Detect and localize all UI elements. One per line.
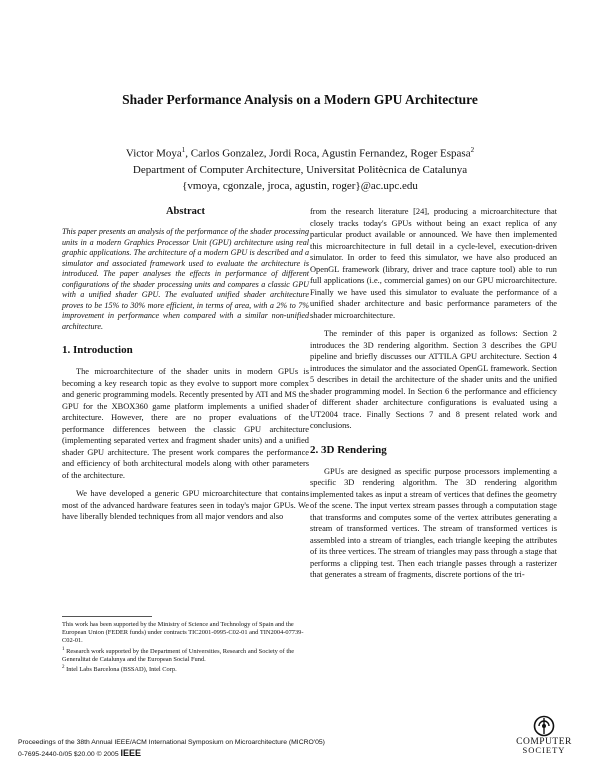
footnote-2-text: Intel Labs Barcelona (BSSAD), Intel Corp. [64, 666, 177, 674]
author-rest-sup: 2 [470, 146, 475, 154]
section-heading-3d-rendering: 2. 3D Rendering [310, 443, 387, 456]
abstract-text: This paper presents an analysis of the performance of the shader processing units in a modern Graphics Processor Unit (GPU) architecture using real graphic applications. The architecture of a modern GPU is described and a simulator and associated framework used to evaluate the architecture is introduced. The paper analyses the effects in performance of different configurations of the shader processing units and compares a classic GPU with a unified shader GPU. The evaluated unified shader architecture proves to be 15% to 30% more efficient, in terms of area, with a 2% to 7% improvement in performance when compared with a similar non-unified architecture. [62, 227, 309, 331]
organization-paragraph: The reminder of this paper is organized as follows: Section 2 introduces the 3D rendering algorithm. Section 3 describes the GPU pipeline and briefly discusses our ATTILA GPU architecture. Section 4 introduces the simulator and the associated OpenGL framework. Section 5 describes in detail the architecture of the shader units and the unified shader programming model. In Section 6 the performance and efficiency of different shader architecture configurations is evaluated using a UT2004 trace. Finally Sections 7 and 8 present related work and conclusions. [310, 329, 557, 430]
left-column [62, 206, 309, 523]
computer-society-emblem-icon [532, 715, 556, 737]
footnote-1-text: Research work supported by the Department of Universities, Research and Society of the Generalitat de Catalunya and the European Social Fund. [62, 647, 295, 663]
author-emails: {vmoya, cgonzale, jroca, agustin, roger}@ac.upc.edu [182, 179, 418, 192]
footnote-1 [62, 646, 309, 665]
paper-title: Shader Performance Analysis on a Modern GPU Architecture [122, 92, 478, 107]
proceedings-line: Proceedings of the 38th Annual IEEE/ACM International Symposium on Microarchitecture (MICRO'05) [18, 739, 325, 746]
author-names [0, 142, 600, 162]
author-rest: , Carlos Gonzalez, Jordi Roca, Agustin Fernandez, Roger Espasa [185, 147, 471, 160]
affiliation: Department of Computer Architecture, Universitat Politècnica de Catalunya [132, 163, 468, 176]
footnotes [62, 616, 309, 674]
ieee-logo-text: IEEE [120, 748, 142, 758]
footnote-rule [62, 616, 152, 617]
section-heading-introduction: 1. Introduction [62, 344, 133, 356]
page-footer [18, 737, 325, 760]
author-block [0, 142, 600, 194]
logo-line-computer: COMPUTER [516, 737, 572, 747]
intro-continued-paragraph: from the research literature [24], producing a microarchitecture that closely tracks today's GPUs without being an exact replica of any particular product available or announced. We have then implemented this microarchitecture in full detail in a cycle-level, execution-driven simulator. In order to feed this simulator, we have also produced an OpenGL framework (library, driver and trace capture tool) able to run full applications (i.e., commercial games) on our GPU microarchitecture. Finally we have used this simulator to evaluate the performance of a unified shader architecture and basic performance parameters of the shader microarchitecture. [310, 207, 557, 320]
author-first-sup: 1 [181, 146, 186, 154]
isbn-text: 0-7695-2440-0/05 $20.00 © 2005 [18, 751, 121, 758]
isbn-line [18, 748, 325, 760]
computer-society-logo [508, 715, 580, 755]
intro-paragraph-2: We have developed a generic GPU microarchitecture that contains most of the advanced hardware features seen in today's major GPUs. We have liberally blended techniques from all major vendors and also [62, 489, 309, 521]
abstract-heading: Abstract [165, 206, 206, 217]
footnote-funding: This work has been supported by the Ministry of Science and Technology of Spain and the European Union (FEDER funds) under contracts TIC2001-0995-C02-01 and TIN2004-07739-C02-01. [62, 621, 304, 645]
author-first: Victor Moya [125, 147, 182, 160]
footnote-2-mark: 2 [62, 665, 65, 671]
footnote-1-mark: 1 [62, 646, 65, 652]
logo-line-society: SOCIETY [522, 745, 566, 755]
rendering-paragraph-1: GPUs are designed as specific purpose processors implementing a specific 3D rendering algorithm. The 3D rendering algorithm implemented takes as input a stream of vertices that defines the geometry of the scene. The input vertex stream passes through a computation stage that transforms and computes some of the vertex attributes generating a stream of transformed vertices. The stream of transformed vertices is assembled into a stream of triangles, each triangle keeping the attributes of its three vertices. The stream of triangles may pass through a stage that performs a clipping test. Then each triangle passes through a rasterizer that generates a stream of fragments, discrete portions of the tri- [310, 466, 557, 579]
right-column [310, 206, 557, 581]
intro-paragraph-1: The microarchitecture of the shader units in modern GPUs is becoming a key research topic as they evolve to support more complex and generic programming models. Recently presented by ATI and MS the GPU for the XBOX360 game platform implements a unified shader architecture. However, there are no proper evaluations of the performance differences between the classic GPU architecture (implementing separated vertex and fragment shader units) and a unified shader GPU architecture. The present work compares the performance and efficiency of both architectural models along with other parameters of the architecture. [62, 367, 309, 480]
footnote-2 [62, 664, 309, 674]
